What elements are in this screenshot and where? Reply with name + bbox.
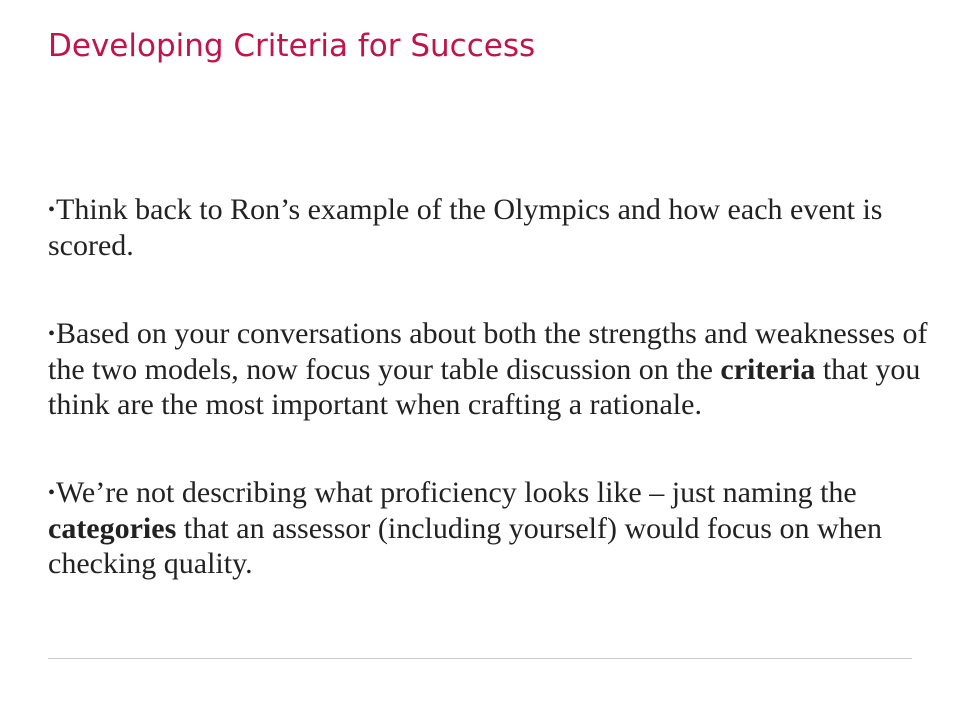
slide-title: Developing Criteria for Success [48,28,536,64]
bullet-text: Think back to Ron’s example of the Olympics and how each event is scored. [48,193,883,262]
bullet-list [48,192,928,581]
bullet-emphasis-categories: categories [48,512,177,545]
bullet-item-olympics [48,192,928,263]
bullet-item-criteria [48,316,928,422]
bullet-text-after: that you think are the most important when crafting a rationale. [48,353,921,421]
bullet-marker: • [48,199,56,221]
footer-divider [48,658,912,659]
bullet-text-after: that an assessor (including yourself) would focus on when checking quality. [48,512,882,580]
bullet-text-before: Based on your conversations about both the strengths and weaknesses of the two models, now focus your table discussion on the [48,317,928,386]
bullet-marker: • [48,482,56,504]
bullet-emphasis-criteria: criteria [720,353,816,386]
bullet-item-categories [48,475,928,581]
bullet-text-before: We’re not describing what proficiency looks like – just naming the [56,476,857,509]
bullet-marker: • [48,323,56,345]
